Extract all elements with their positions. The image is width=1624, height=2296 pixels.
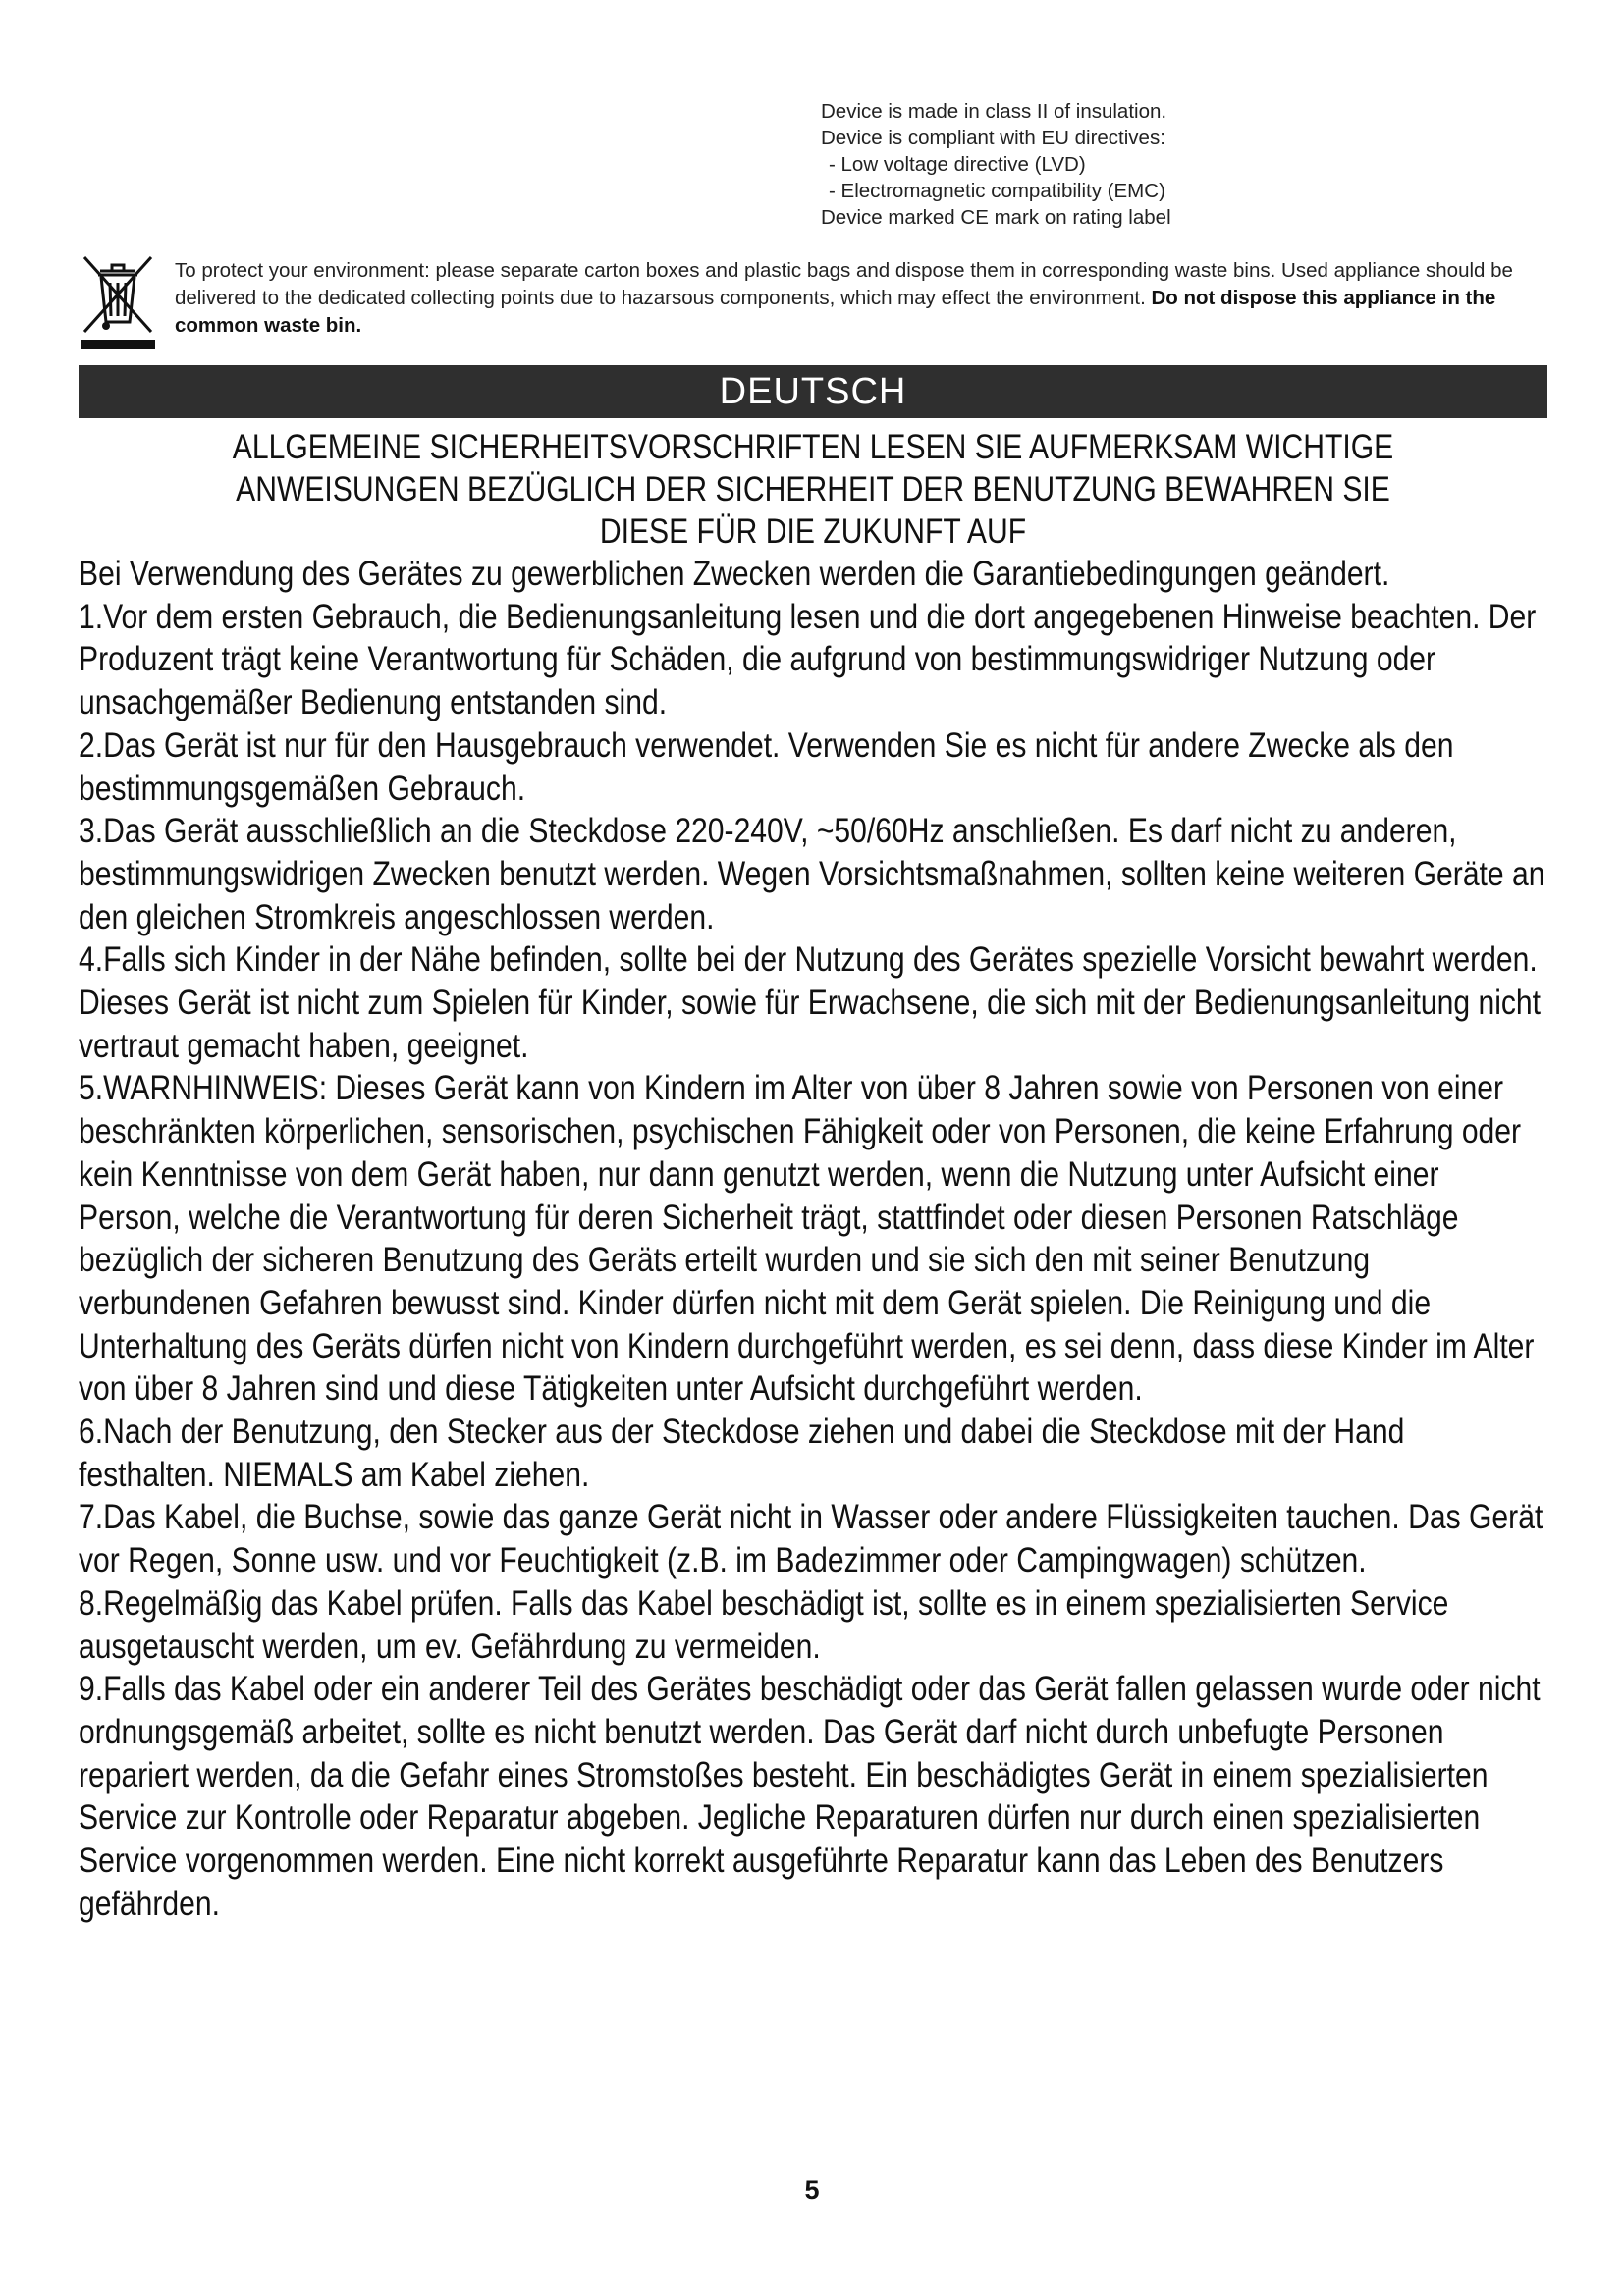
heading-line: ANWEISUNGEN BEZÜGLICH DER SICHERHEIT DER BENUTZUNG BEWAHREN SIE xyxy=(236,470,1390,508)
environment-warning-bold: Do not dispose this appliance in the common waste bin. xyxy=(175,287,1496,337)
instruction-paragraph: 1.Vor dem ersten Gebrauch, die Bedienungsanleitung lesen und die dort angegebenen Hinweise beachten. Der Produzent trägt keine Verantwortung für Schäden, die aufgrund von bestimmungswidriger Nutzung oder unsachgemäßer Bedienung entstanden sind. xyxy=(79,597,1537,722)
compliance-notes xyxy=(821,98,1567,231)
instruction-paragraph: 5.WARNHINWEIS: Dieses Gerät kann von Kindern im Alter von über 8 Jahren sowie von Personen von einer beschränkten körperlichen, sensorischen, psychischen Fähigkeit oder von Personen, die keine Erfahrung oder kein Kenntnisse von dem Gerät haben, nur dann genutzt werden, wenn die Nutzung unter Aufsicht einer Person, welche die Verantwortung für deren Sicherheit trägt, stattfindet oder diesen Personen Ratschläge bezüglich der sicheren Benutzung des Geräts erteilt wurden und sie sich den mit seiner Benutzung verbundenen Gefahren bewusst sind. Kinder dürfen nicht mit dem Gerät spielen. Die Reinigung und die Unterhaltung des Geräts dürfen nicht von Kindern durchgeführt werden, es sei denn, dass diese Kinder im Alter von über 8 Jahren sind und diese Tätigkeiten unter Aufsicht durchgeführt werden. xyxy=(79,1069,1535,1409)
environment-notice xyxy=(79,251,1551,359)
instruction-paragraph: 3.Das Gerät ausschließlich an die Steckdose 220-240V, ~50/60Hz anschließen. Es darf nicht zu anderen, bestimmungswidrigen Zwecken benutzt werden. Wegen Vorsichtsmaßnahmen, sollten keine weiteren Geräte an den gleichen Stromkreis angeschlossen werden. xyxy=(79,812,1545,936)
instruction-paragraph: 2.Das Gerät ist nur für den Hausgebrauch verwendet. Verwenden Sie es nicht für andere Zwecke als den bestimmungsgemäßen Gebrauch. xyxy=(79,725,1454,808)
compliance-line: - Low voltage directive (LVD) xyxy=(829,153,1086,176)
instruction-paragraph: 4.Falls sich Kinder in der Nähe befinden, sollte bei der Nutzung des Gerätes spezielle Vorsicht bewahrt werden. Dieses Gerät ist nicht zum Spielen für Kinder, sowie für Erwachsene, die sich mit der Bedienungsanleitung nicht vertraut gemacht haben, geeignet. xyxy=(79,940,1542,1065)
heading-line: DIESE FÜR DIE ZUKUNFT AUF xyxy=(599,512,1027,551)
instruction-paragraph: 7.Das Kabel, die Buchse, sowie das ganze Gerät nicht in Wasser oder andere Flüssigkeiten tauchen. Das Gerät vor Regen, Sonne usw. und vor Feuchtigkeit (z.B. im Badezimmer oder Campingwagen) schützen. xyxy=(79,1498,1543,1580)
crossed-out-wheelie-bin-icon xyxy=(79,251,157,351)
compliance-line: Device marked CE mark on rating label xyxy=(821,206,1171,229)
instruction-paragraph: 6.Nach der Benutzung, den Stecker aus der Steckdose ziehen und dabei die Steckdose mit der Hand festhalten. NIEMALS am Kabel ziehen. xyxy=(79,1413,1405,1494)
compliance-line: Device is compliant with EU directives: xyxy=(821,127,1165,149)
safety-instructions xyxy=(79,553,1547,1926)
language-section-bar: DEUTSCH xyxy=(79,365,1547,418)
safety-heading xyxy=(165,426,1462,553)
environment-text: To protect your environment: please separate carton boxes and plastic bags and dispose them in corresponding waste bins. Used appliance should be delivered to the dedicated collecting points due to hazarsous components, which may effect the environment. xyxy=(175,259,1513,309)
compliance-line: Device is made in class II of insulation. xyxy=(821,100,1167,123)
instruction-paragraph: 8.Regelmäßig das Kabel prüfen. Falls das Kabel beschädigt ist, sollte es in einem spezialisierten Service ausgetauscht werden, um ev. Gefährdung zu vermeiden. xyxy=(79,1583,1449,1666)
page-number: 5 xyxy=(804,2175,820,2205)
instruction-paragraph: 9.Falls das Kabel oder ein anderer Teil des Gerätes beschädigt oder das Gerät fallen gelassen wurde oder nicht ordnungsgemäß arbeitet, sollte es nicht benutzt werden. Das Gerät darf nicht durch unbefugte Personen repariert werden, da die Gefahr eines Stromstoßes besteht. Ein beschädigtes Gerät in einem spezialisierten Service zur Kontrolle oder Reparatur abgeben. Jegliche Reparaturen dürfen nur durch einen spezialisierten Service vorgenommen werden. Eine nicht korrekt ausgeführte Reparatur kann das Leben des Benutzers gefährden. xyxy=(79,1670,1541,1923)
heading-line: ALLGEMEINE SICHERHEITSVORSCHRIFTEN LESEN SIE AUFMERKSAM WICHTIGE xyxy=(232,428,1394,466)
instruction-paragraph: Bei Verwendung des Gerätes zu gewerblichen Zwecken werden die Garantiebedingungen geändert. xyxy=(79,555,1390,593)
compliance-line: - Electromagnetic compatibility (EMC) xyxy=(829,180,1165,202)
